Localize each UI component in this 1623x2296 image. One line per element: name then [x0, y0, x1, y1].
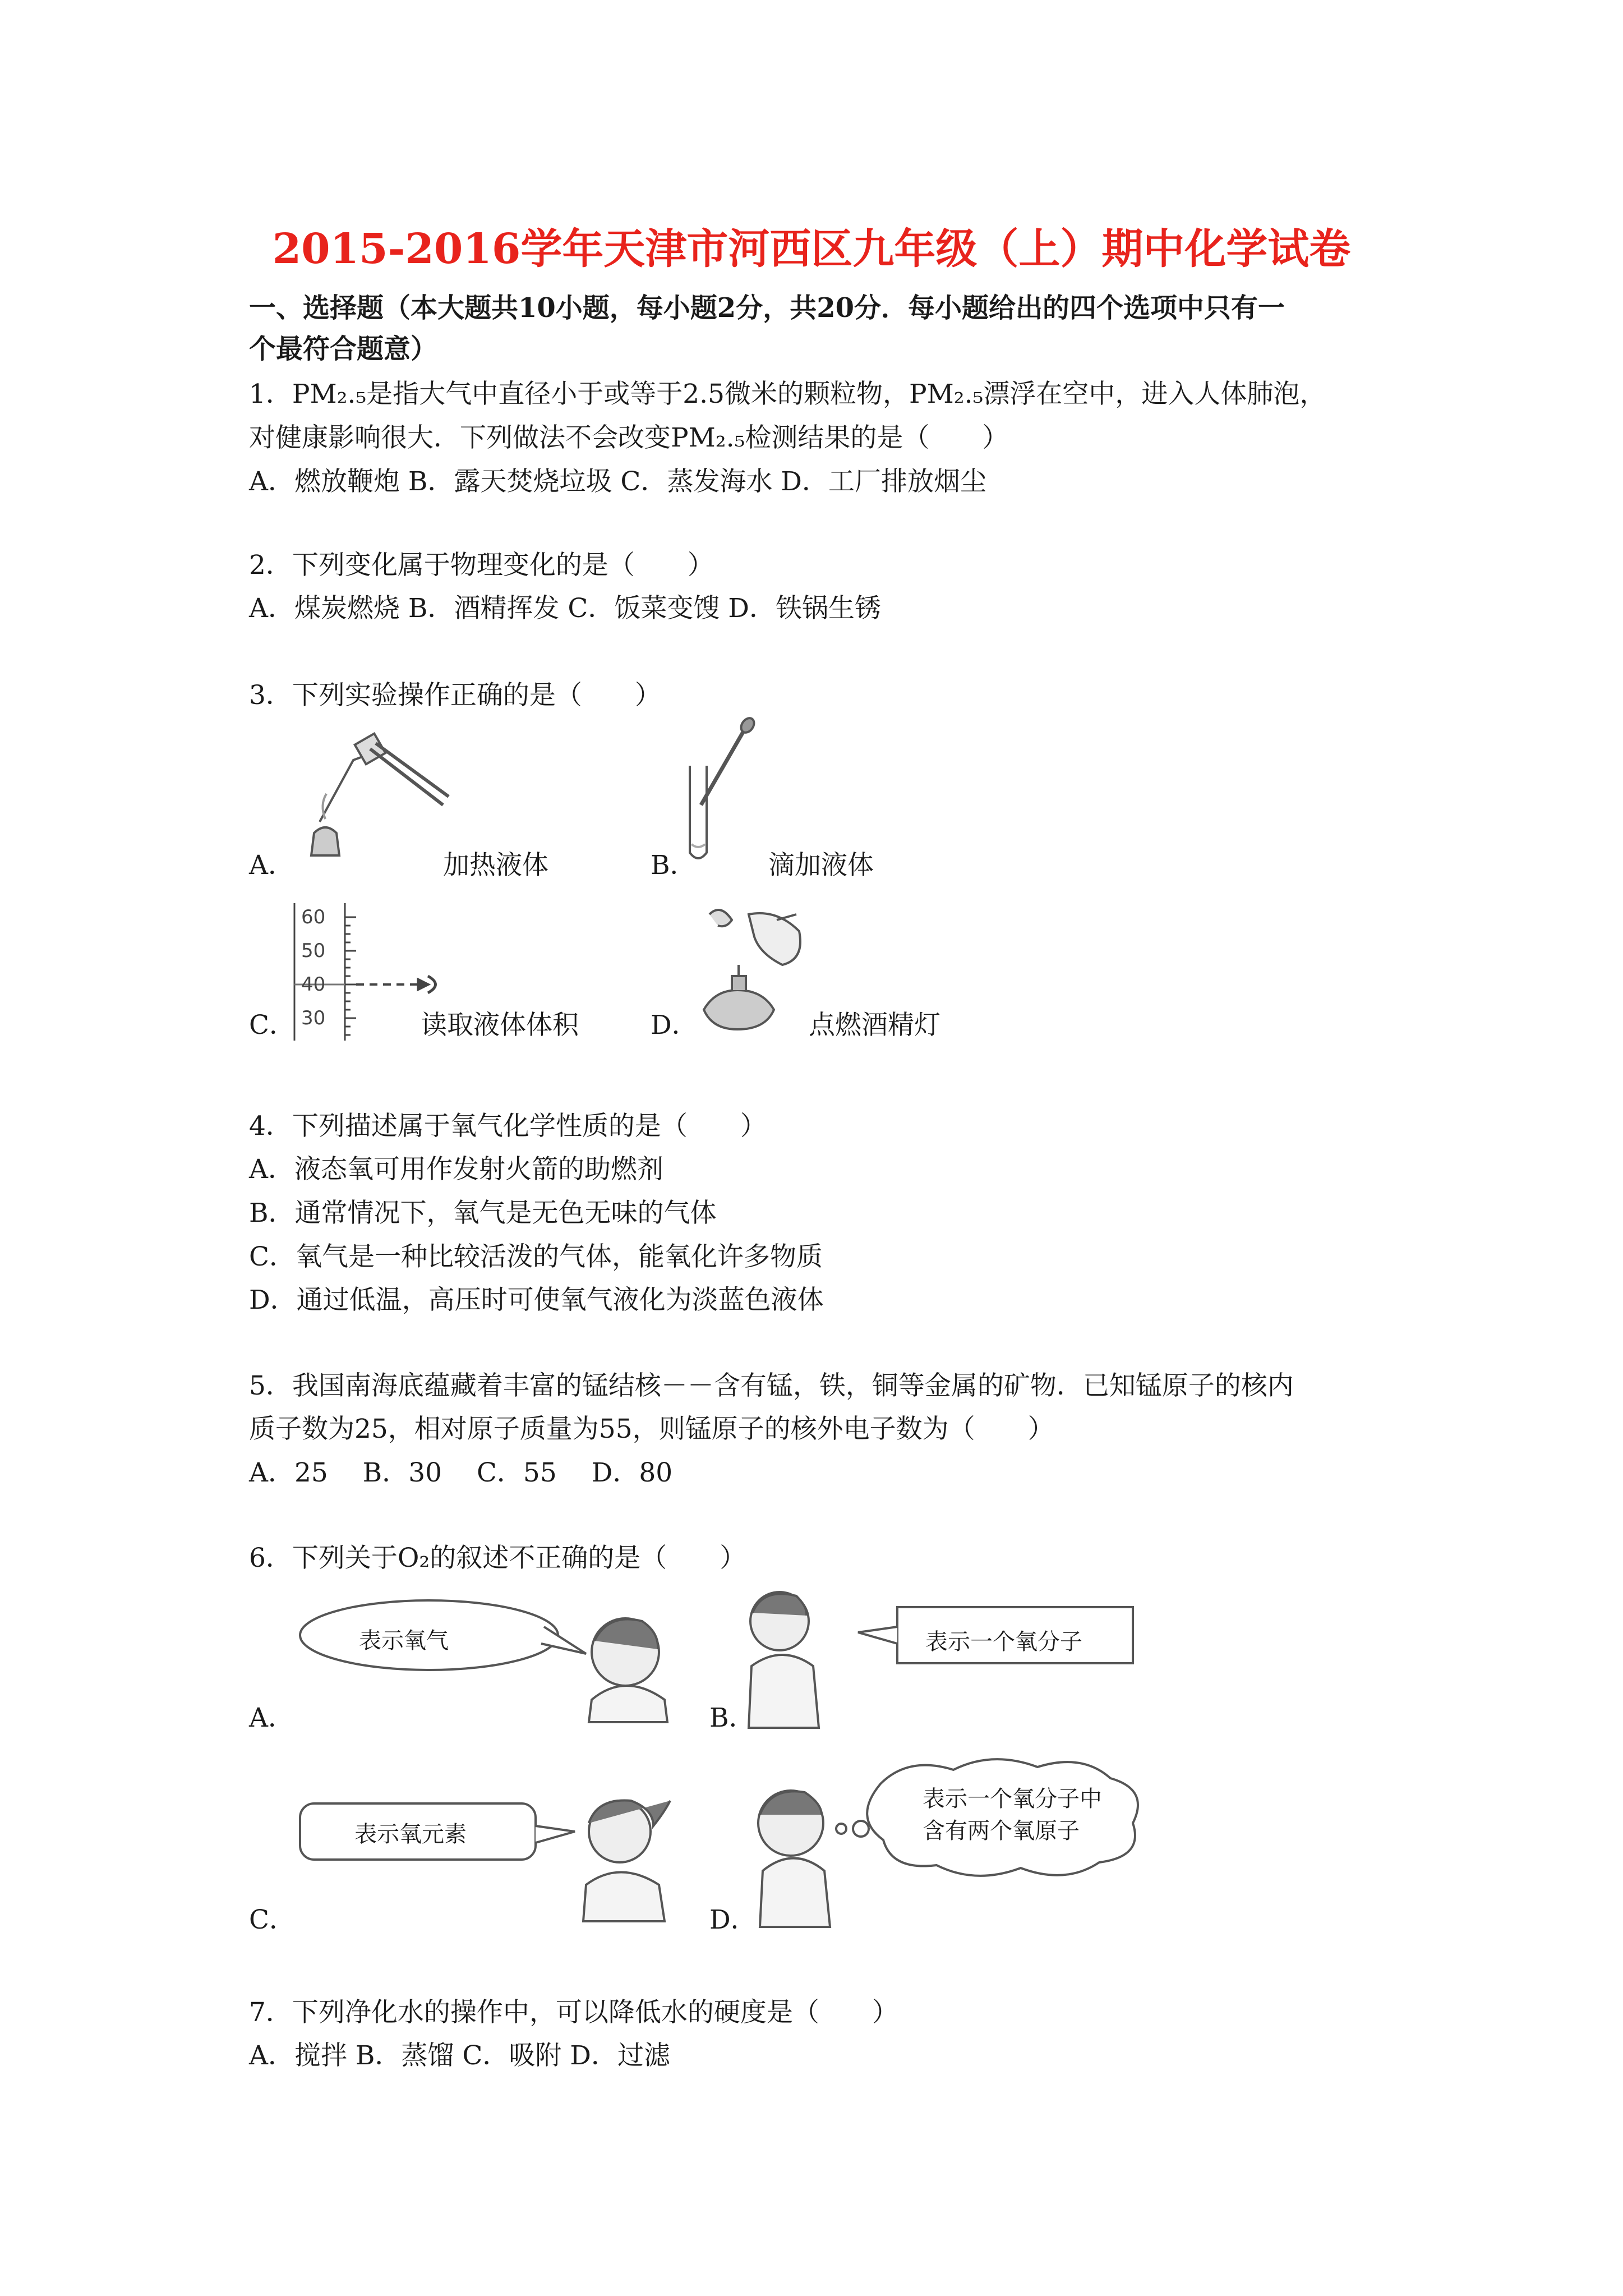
q1-options: A．燃放鞭炮 B．露天焚烧垃圾 C．蒸发海水 D．工厂排放烟尘: [249, 466, 986, 497]
q6-b-bubble-text: 表示一个氧分子: [925, 1629, 1082, 1655]
q3-b-text: 滴加液体: [768, 850, 874, 881]
q4-option-b: B．通常情况下，氧气是无色无味的气体: [249, 1198, 717, 1228]
q5-stem-line-2: 质子数为25，相对原子质量为55，则锰原子的核外电子数为（ ）: [249, 1414, 1054, 1444]
q1-stem-line-1: 1．PM₂.₅是指大气中直径小于或等于2.5微米的颗粒物，PM₂.₅漂浮在空中，进入人体肺泡，: [249, 379, 1326, 409]
q6-a-letter: A．: [249, 1703, 294, 1733]
q2-options: A．煤炭燃烧 B．酒精挥发 C．饭菜变馊 D．铁锅生锈: [249, 593, 881, 624]
q6-d-letter: D．: [709, 1904, 757, 1935]
q2-stem: 2．下列变化属于物理变化的是（ ）: [249, 550, 714, 581]
section-header-line-1: 一、选择题（本大题共10小题，每小题2分，共20分．每小题给出的四个选项中只有一: [249, 292, 1285, 324]
q6-a-bubble-text: 表示氧气: [359, 1628, 449, 1654]
q5-options: A．25 B．30 C．55 D．80: [249, 1457, 673, 1488]
scale-tick-60: 60: [301, 906, 326, 928]
scale-tick-50: 50: [301, 940, 326, 962]
section-header-line-2: 个最符合题意）: [249, 333, 438, 365]
q3-stem: 3．下列实验操作正确的是（ ）: [249, 680, 661, 711]
q6-d-bubble-text-2: 含有两个氧原子: [923, 1818, 1080, 1844]
q5-stem-line-1: 5．我国南海底蕴藏着丰富的锰结核－－含有锰，铁，铜等金属的矿物．已知锰原子的核内: [249, 1370, 1294, 1401]
q3-c-letter: C．: [249, 1010, 296, 1041]
page-title: 2015-2016学年天津市河西区九年级（上）期中化学试卷: [272, 225, 1351, 273]
q6-b-letter: B．: [709, 1703, 755, 1733]
q7-stem: 7．下列净化水的操作中，可以降低水的硬度是（ ）: [249, 1997, 898, 2028]
q3-a-text: 加热液体: [443, 850, 548, 881]
q3-c-text: 读取液体体积: [421, 1010, 579, 1041]
q6-d-bubble-text-1: 表示一个氧分子中: [923, 1786, 1102, 1812]
q3-b-letter: B．: [651, 850, 697, 881]
q4-stem: 4．下列描述属于氧气化学性质的是（ ）: [249, 1111, 767, 1142]
q6-c-bubble-text: 表示氧元素: [354, 1821, 467, 1847]
student-speech-illustration-c: [294, 1778, 698, 1924]
alcohol-lamp-illustration: [693, 898, 827, 1038]
q4-option-d: D．通过低温，高压时可使氧气液化为淡蓝色液体: [249, 1285, 824, 1315]
q6-stem: 6．下列关于O₂的叙述不正确的是（ ）: [249, 1543, 746, 1573]
q3-d-text: 点燃酒精灯: [809, 1010, 940, 1041]
heating-liquid-illustration: [292, 721, 460, 867]
q4-option-a: A．液态氧可用作发射火箭的助燃剂: [249, 1154, 663, 1185]
q3-a-letter: A．: [249, 850, 294, 881]
q7-options: A．搅拌 B．蒸馏 C．吸附 D．过滤: [249, 2040, 670, 2071]
q1-stem-line-2: 对健康影响很大．下列做法不会改变PM₂.₅检测结果的是（ ）: [249, 422, 1009, 453]
q4-option-c: C．氧气是一种比较活泼的气体，能氧化许多物质: [249, 1241, 823, 1272]
scale-tick-40: 40: [301, 973, 326, 996]
q6-c-letter: C．: [249, 1904, 296, 1935]
student-speech-illustration-a: [294, 1588, 698, 1722]
q3-d-letter: D．: [651, 1010, 698, 1041]
scale-tick-30: 30: [301, 1007, 326, 1029]
